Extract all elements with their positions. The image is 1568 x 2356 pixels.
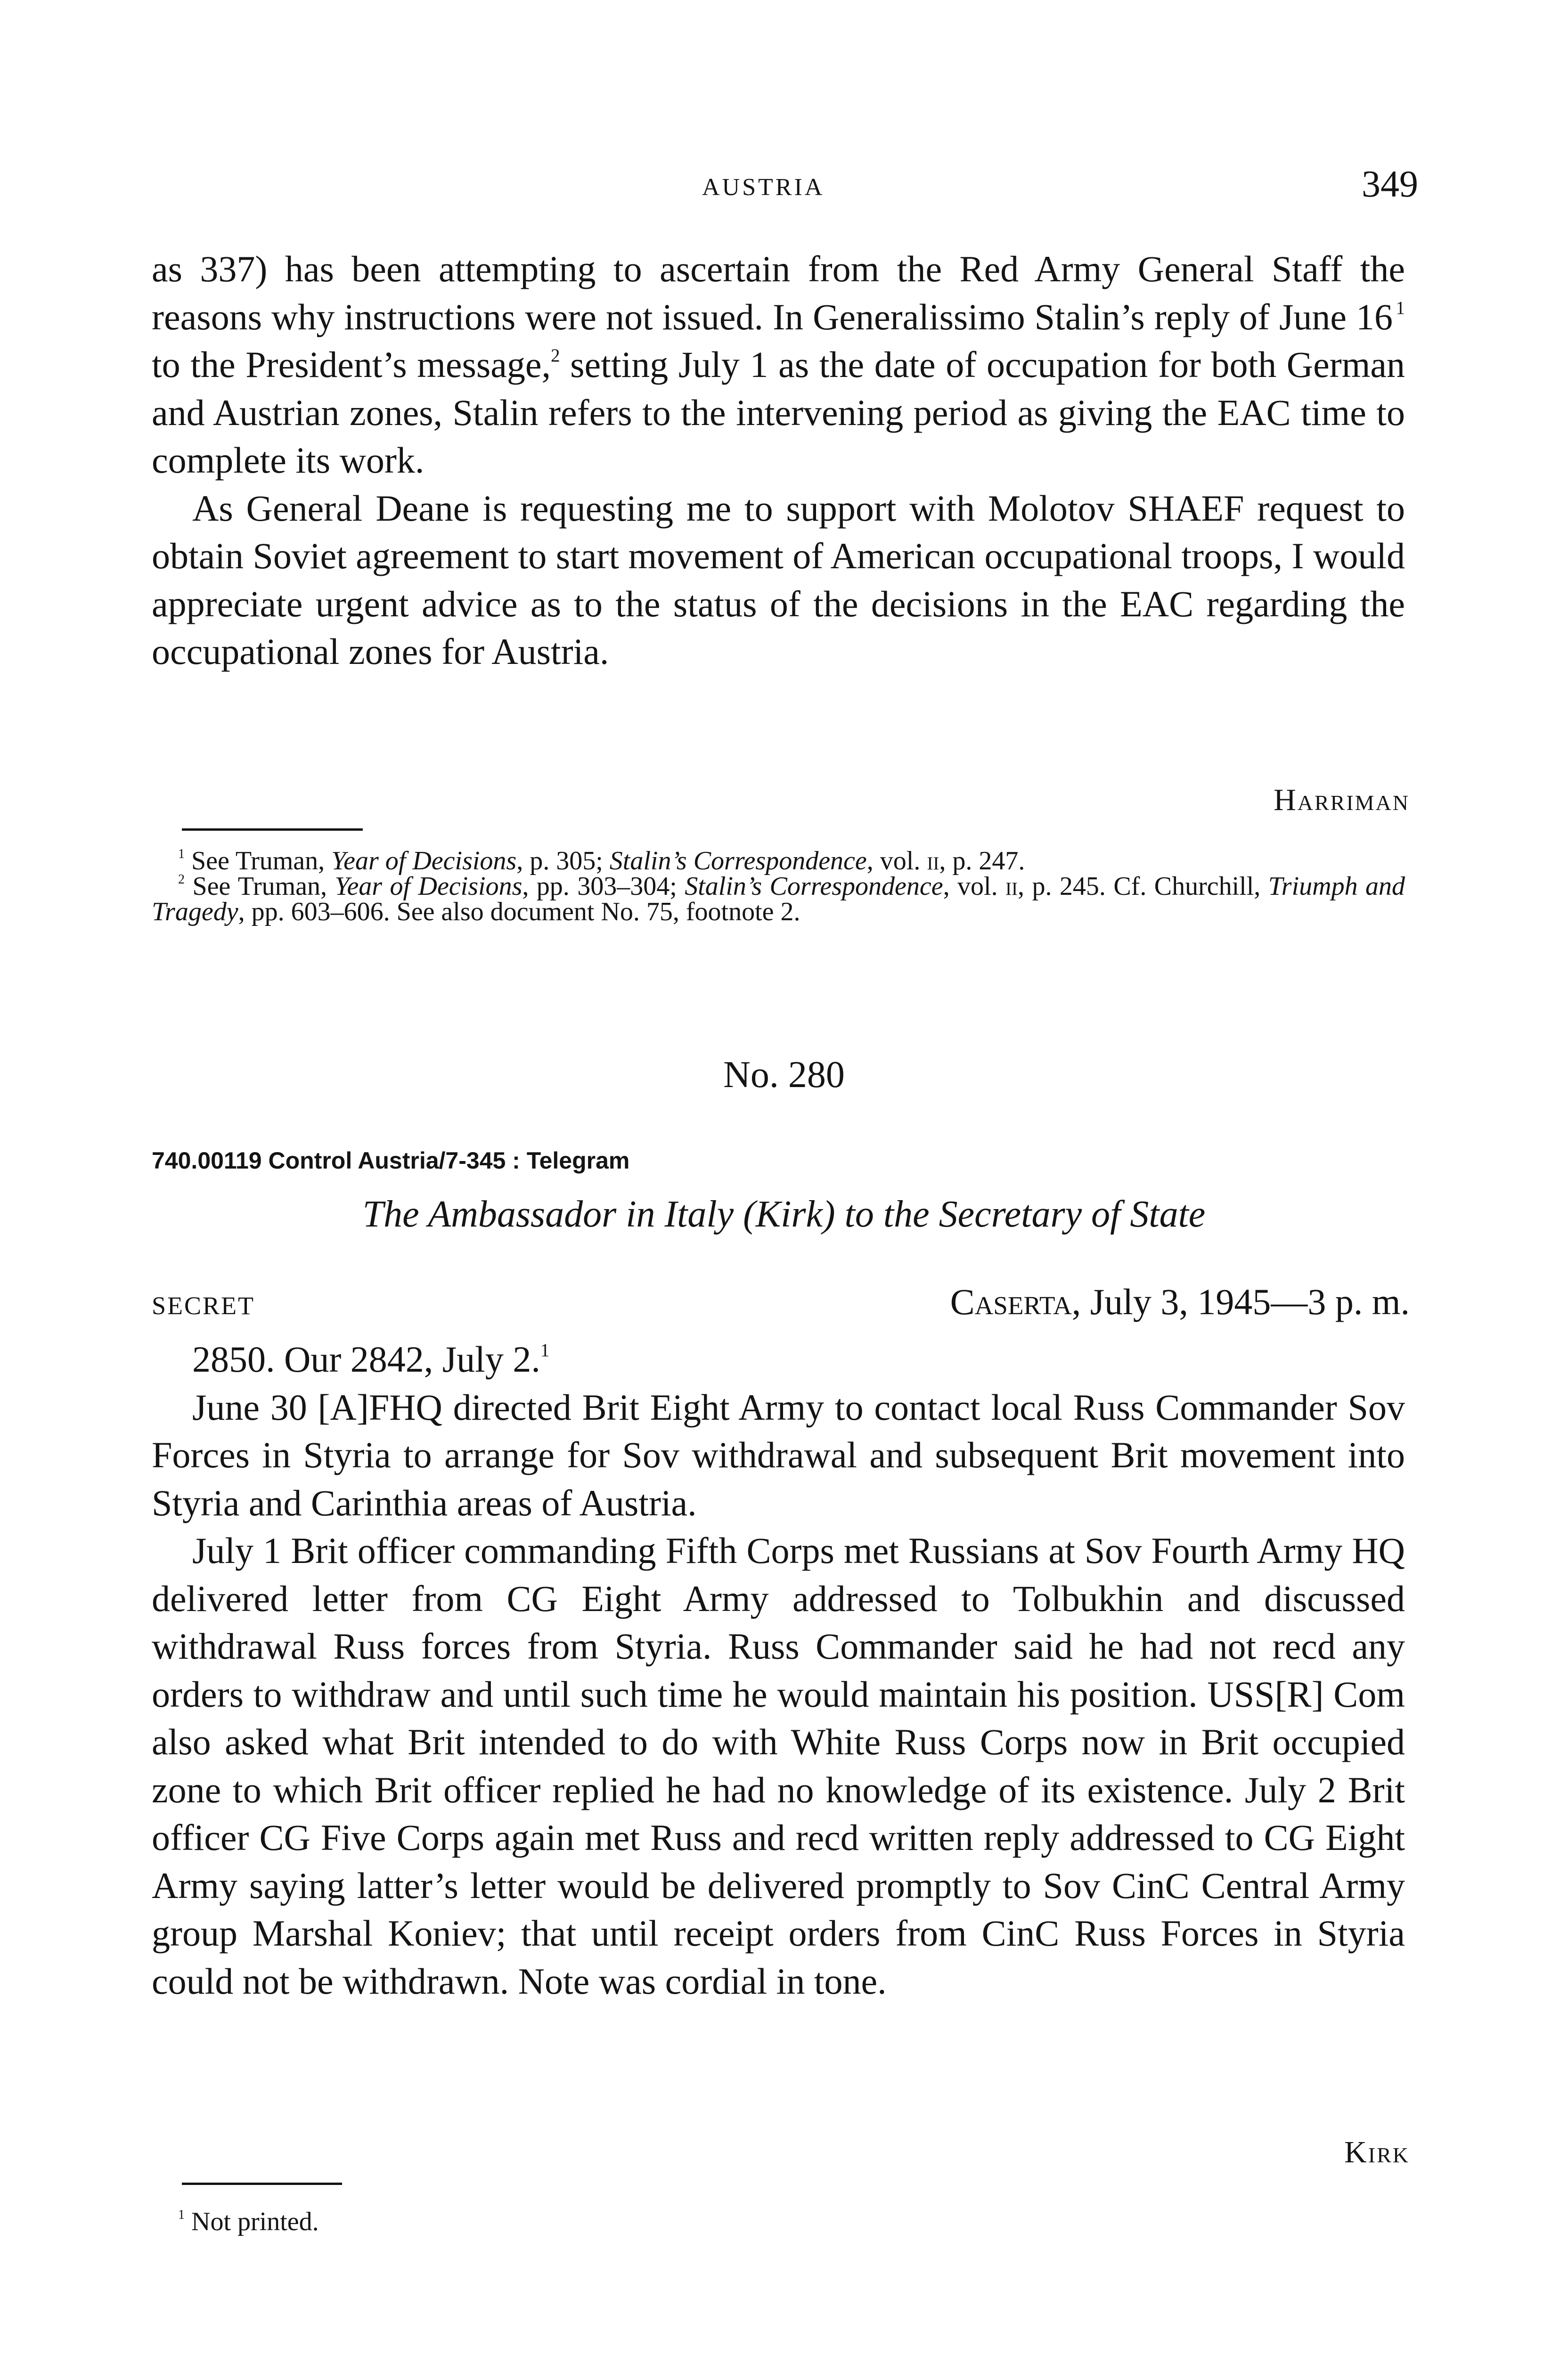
document-title: The Ambassador in Italy (Kirk) to the Secretary of State bbox=[362, 1194, 1206, 1235]
continuation-text bbox=[152, 245, 1405, 676]
signature-kirk: Kirk bbox=[1344, 2135, 1410, 2169]
page-number: 349 bbox=[1362, 164, 1418, 205]
footnote-ref-2: 2 bbox=[551, 345, 560, 366]
document-body bbox=[152, 1335, 1405, 2005]
document-paragraph-2: June 30 [A]FHQ directed Brit Eight Army to contact local Russ Commander Sov Forces in Styria to arrange for Sov withdrawal and subsequent Brit movement into Styria and Carinthia areas of Austria. bbox=[152, 1386, 1405, 1523]
footnote-doc-1: $^1$ Not printed. bbox=[178, 2207, 319, 2236]
footnotes-section-2 bbox=[152, 2209, 1405, 2234]
running-title: AUSTRIA bbox=[702, 174, 825, 201]
document-paragraph-3: July 1 Brit officer commanding Fifth Corps met Russians at Sov Fourth Army HQ delivered letter from CG Eight Army addressed to Tolbukhin and discussed withdrawal Russ forces from Styria. Russ Commander said he had not recd any orders to withdraw and until such time he would maintain his position. USS[R] Com also asked what Brit intended to do with White Russ Corps now in Brit occupied zone to which Brit officer replied he had no knowledge of its existence. July 2 Brit officer CG Five Corps again met Russ and recd written reply addressed to CG Eight Army saying latter’s letter would be delivered promptly to Sov CinC Central Army group Marshal Koniev; that until receipt orders from CinC Russ Forces in Styria could not be withdrawn. Note was cordial in tone. bbox=[152, 1530, 1405, 2002]
footnote-ref-1: 1 bbox=[1396, 297, 1405, 318]
footnote-2: $^2$ See Truman, Year of Decisions, pp. 303–304; Stalin’s Correspondence, vol. ii, p. 245. Cf. Churchill, Triumph and Tragedy, pp. 603–606. See also document No. 75, footnote 2. bbox=[152, 872, 1405, 926]
continuation-paragraph-1: as 337) has been attempting to ascertain from the Red Army General Staff the reasons why instructions were not issued. In Generalissimo Stalin’s reply of June 16 $^1$ to the President’s message,$^2$ setting July 1 as the date of occupation for both German and Austrian zones, Stalin refers to the intervening period as giving the EAC time to complete its work. bbox=[152, 248, 1405, 481]
file-reference: 740.00119 Control Austria/7-345 : Telegram bbox=[152, 1147, 630, 1174]
footnote-rule bbox=[182, 828, 363, 831]
document-number: No. 280 bbox=[723, 1054, 845, 1096]
classification: SECRET bbox=[152, 1292, 255, 1320]
document-paragraph-1: 2850. Our 2842, July 2.$^1$ bbox=[192, 1339, 550, 1380]
continuation-paragraph-2: As General Deane is requesting me to support with Molotov SHAEF request to obtain Soviet agreement to start movement of American occupational troops, I would appreciate urgent advice as to the status of the decisions in the EAC regarding the occupational zones for Austria. bbox=[152, 487, 1405, 672]
footnote-ref-doc-1: 1 bbox=[540, 1340, 550, 1360]
footnote-rule-2 bbox=[182, 2183, 342, 2185]
footnote-1: $^1$ See Truman, Year of Decisions, p. 305; Stalin’s Correspondence, vol. ii, p. 247. bbox=[178, 846, 1025, 875]
place-date: Caserta, July 3, 1945—3 p. m. bbox=[950, 1281, 1410, 1322]
signature-harriman: Harriman bbox=[1274, 783, 1410, 817]
footnotes-section-1 bbox=[152, 848, 1405, 924]
